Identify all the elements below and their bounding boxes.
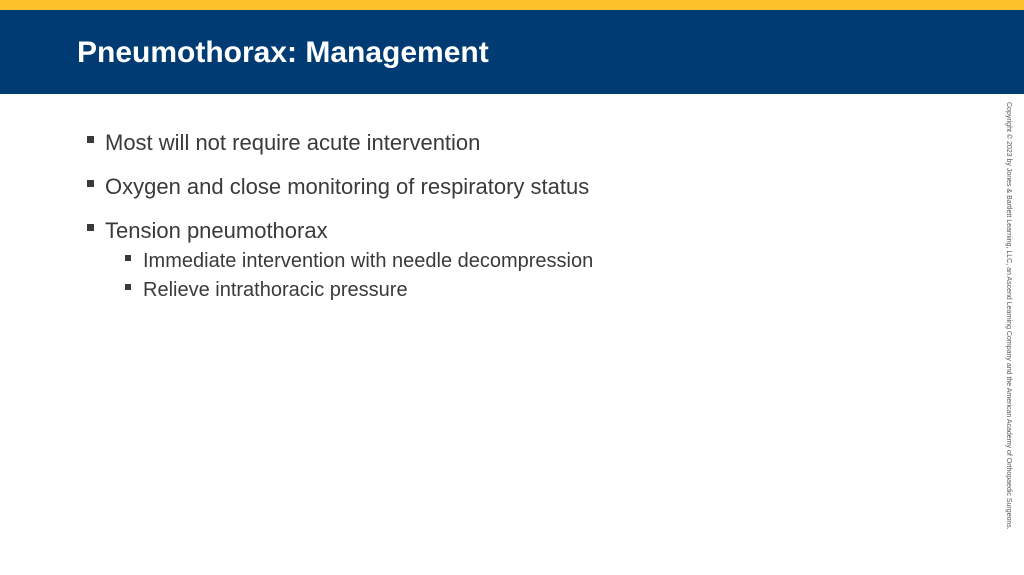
bullet-item xyxy=(86,216,966,305)
bullet-text: Tension pneumothorax xyxy=(105,218,328,243)
copyright-notice: Copyright © 2023 by Jones & Bartlett Learning, LLC, an Ascend Learning Company and the American Academy of Orthopaedic Surgeons. xyxy=(1005,102,1012,530)
bullet-item xyxy=(86,128,966,157)
top-accent-bar xyxy=(0,0,1024,10)
sub-bullet-item xyxy=(124,247,966,276)
bullet-text: Oxygen and close monitoring of respiratory status xyxy=(105,174,590,199)
sub-bullet-list xyxy=(105,247,966,305)
sub-bullet-text: Relieve intrathoracic pressure xyxy=(143,279,408,301)
bullet-list xyxy=(86,128,966,320)
sub-bullet-text: Immediate intervention with needle decompression xyxy=(143,250,594,272)
sub-bullet-item xyxy=(124,276,966,305)
bullet-text: Most will not require acute intervention xyxy=(105,130,481,155)
slide-title: Pneumothorax: Management xyxy=(77,36,489,69)
bullet-item xyxy=(86,172,966,201)
